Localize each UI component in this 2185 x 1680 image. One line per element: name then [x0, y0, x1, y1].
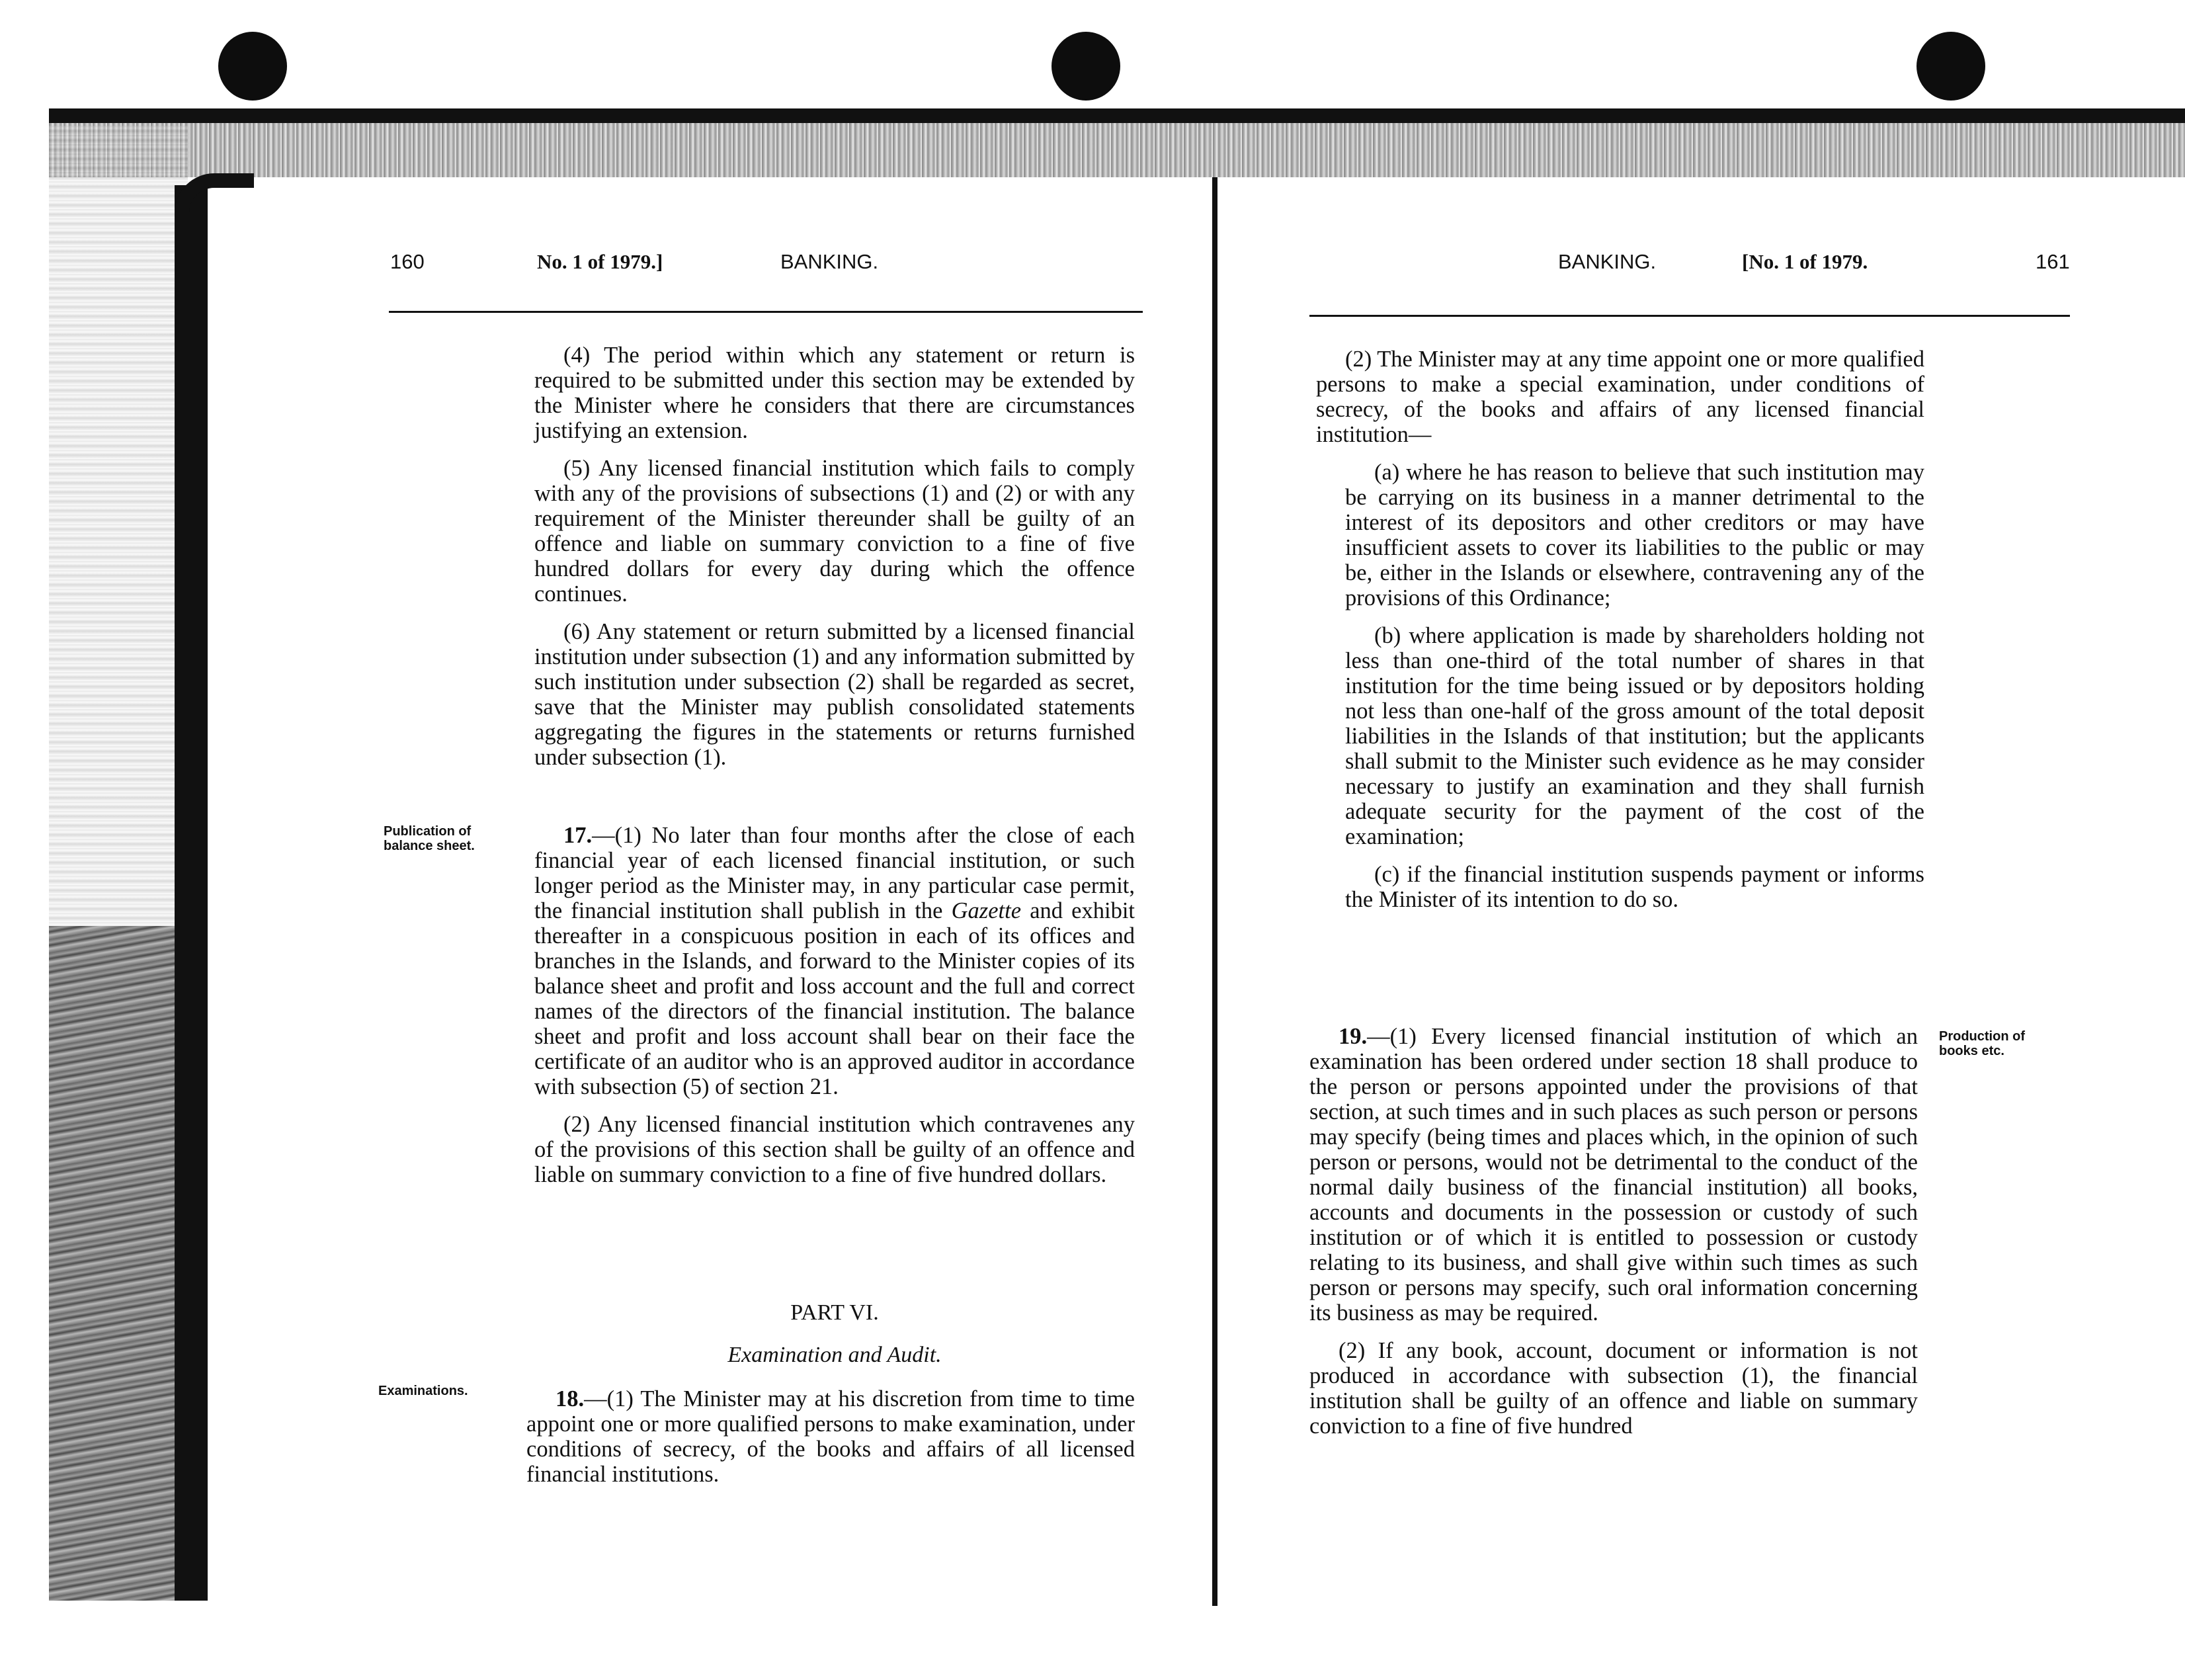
binding-spine	[175, 185, 208, 1601]
scan-top-noise	[49, 123, 2185, 177]
paragraph-19-1: 19.—(1) Every licensed financial institution of which an examination has been ordered under section 18 shall produce to the person or persons appointed under the provisions of that section, at such times and in such places as such person or persons may specify (being times and places which, in the opinion of such person or persons, would not be detrimental to the conduct of the normal daily business of the financial institution) all books, accounts and documents in the possession or custody of such institution or of which it is entitled to possession or custody relating to its business, and shall give within such times as such person or persons may specify, such oral information concerning its business as may be required.	[1309, 1024, 1918, 1325]
left-column-section-17	[534, 823, 1135, 1200]
left-act-number: No. 1 of 1979.]	[537, 250, 663, 273]
page-gutter-divider	[1212, 177, 1217, 1606]
paragraph-19-2: (2) If any book, account, document or information is not produced in accordance with subsection (1), the financial institution shall be guilty of an offence and liable on summary conviction to a fine of five hundred	[1309, 1338, 1918, 1439]
scan-left-edge	[49, 926, 194, 1601]
right-running-title: BANKING.	[1558, 250, 1657, 273]
left-page-number: 160	[390, 250, 425, 273]
margin-note-production: Production of books etc.	[1939, 1029, 2025, 1058]
right-page-number: 161	[2036, 250, 2070, 273]
paragraph-16-5: (5) Any licensed financial institution which fails to comply with any of the provisions of subsections (1) and (2) or with any requirement of the Minister thereunder shall be guilty of an offence and liable on summary conviction to a fine of five hundred dollars for every day during which the offence continues.	[534, 456, 1135, 607]
paragraph-17-1: 17.—(1) No later than four months after the close of each financial year of each licensed financial institution, or such longer period as the Minister may, in any particular case permit, the financial institution shall publish in the Gazette and exhibit thereafter in a conspicuous position in each of its offices and branches in the Islands, and forward to the Minister copies of its balance sheet and profit and loss account and the full and correct names of the directors of the financial institution. The balance sheet and profit and loss account shall bear on their face the certificate of an auditor who is an approved auditor in accordance with subsection (5) of section 21.	[534, 823, 1135, 1099]
paragraph-16-6: (6) Any statement or return submitted by a licensed financial institution under subsection (1) and any information submitted by such institution under subsection (2) shall be regarded as secret, save that the Minister may publish consolidated statements aggregating the figures in the statements or returns furnished under subsection (1).	[534, 619, 1135, 770]
paragraph-18-1: 18.—(1) The Minister may at his discretion from time to time appoint one or more qualified persons to make examination, under conditions of secrecy, of the books and affairs of all licensed financial institutions.	[526, 1386, 1135, 1487]
part-subheading: Examination and Audit.	[727, 1343, 942, 1367]
gazette-italic: Gazette	[951, 898, 1022, 923]
margin-note-examinations: Examinations.	[378, 1384, 468, 1398]
left-header-rule	[389, 311, 1143, 313]
item-a: (a) where he has reason to believe that such institution may be carrying on its business in a manner detrimental to the interest of its depositors and other creditors or may have insufficient assets to cover its liabilities to the public or may be, either in the Islands or elsewhere, contravening any of the provisions of this Ordinance;	[1345, 460, 1924, 610]
paragraph-16-4: (4) The period within which any statement or return is required to be submitted under this section may be extended by the Minister where he considers that there are circumstances justifying an extension.	[534, 343, 1135, 443]
right-header-rule	[1309, 315, 2070, 317]
paragraph-17-2: (2) Any licensed financial institution which contravenes any of the provisions of this section shall be guilty of an offence and liable on summary conviction to a fine of five hundred dollars.	[534, 1112, 1135, 1187]
punch-hole-center	[1051, 32, 1120, 101]
margin-note-publication: Publication of balance sheet.	[384, 824, 475, 853]
part-heading: PART VI.	[790, 1300, 879, 1325]
punch-hole-right	[1917, 32, 1985, 101]
right-column-section-19	[1309, 1024, 1918, 1451]
left-column-upper	[534, 343, 1135, 782]
right-column-upper	[1316, 347, 1924, 925]
left-running-title: BANKING.	[780, 250, 879, 273]
section-17-number: 17.	[563, 823, 593, 848]
paragraph-18-2: (2) The Minister may at any time appoint one or more qualified persons to make a special examination, under conditions of secrecy, of the books and affairs of any licensed financial institution—	[1316, 347, 1924, 447]
item-b: (b) where application is made by shareholders holding not less than one-third of the total number of shares in that institution for the time being issued or by depositors holding not less than one-half of the gross amount of the total deposit liabilities in the Islands of that institution; but the applicants shall submit to the Minister such evidence as he may consider necessary to justify an examination and they shall furnish adequate security for the payment of the cost of the examination;	[1345, 623, 1924, 849]
section-19-number: 19.	[1339, 1024, 1368, 1049]
section-18-number: 18.	[556, 1386, 585, 1411]
punch-hole-left	[218, 32, 287, 101]
right-act-number: [No. 1 of 1979.	[1742, 250, 1868, 273]
item-c: (c) if the financial institution suspends payment or informs the Minister of its intention to do so.	[1345, 862, 1924, 912]
scan-top-edge	[49, 108, 2185, 123]
left-column-section-18	[526, 1386, 1135, 1499]
